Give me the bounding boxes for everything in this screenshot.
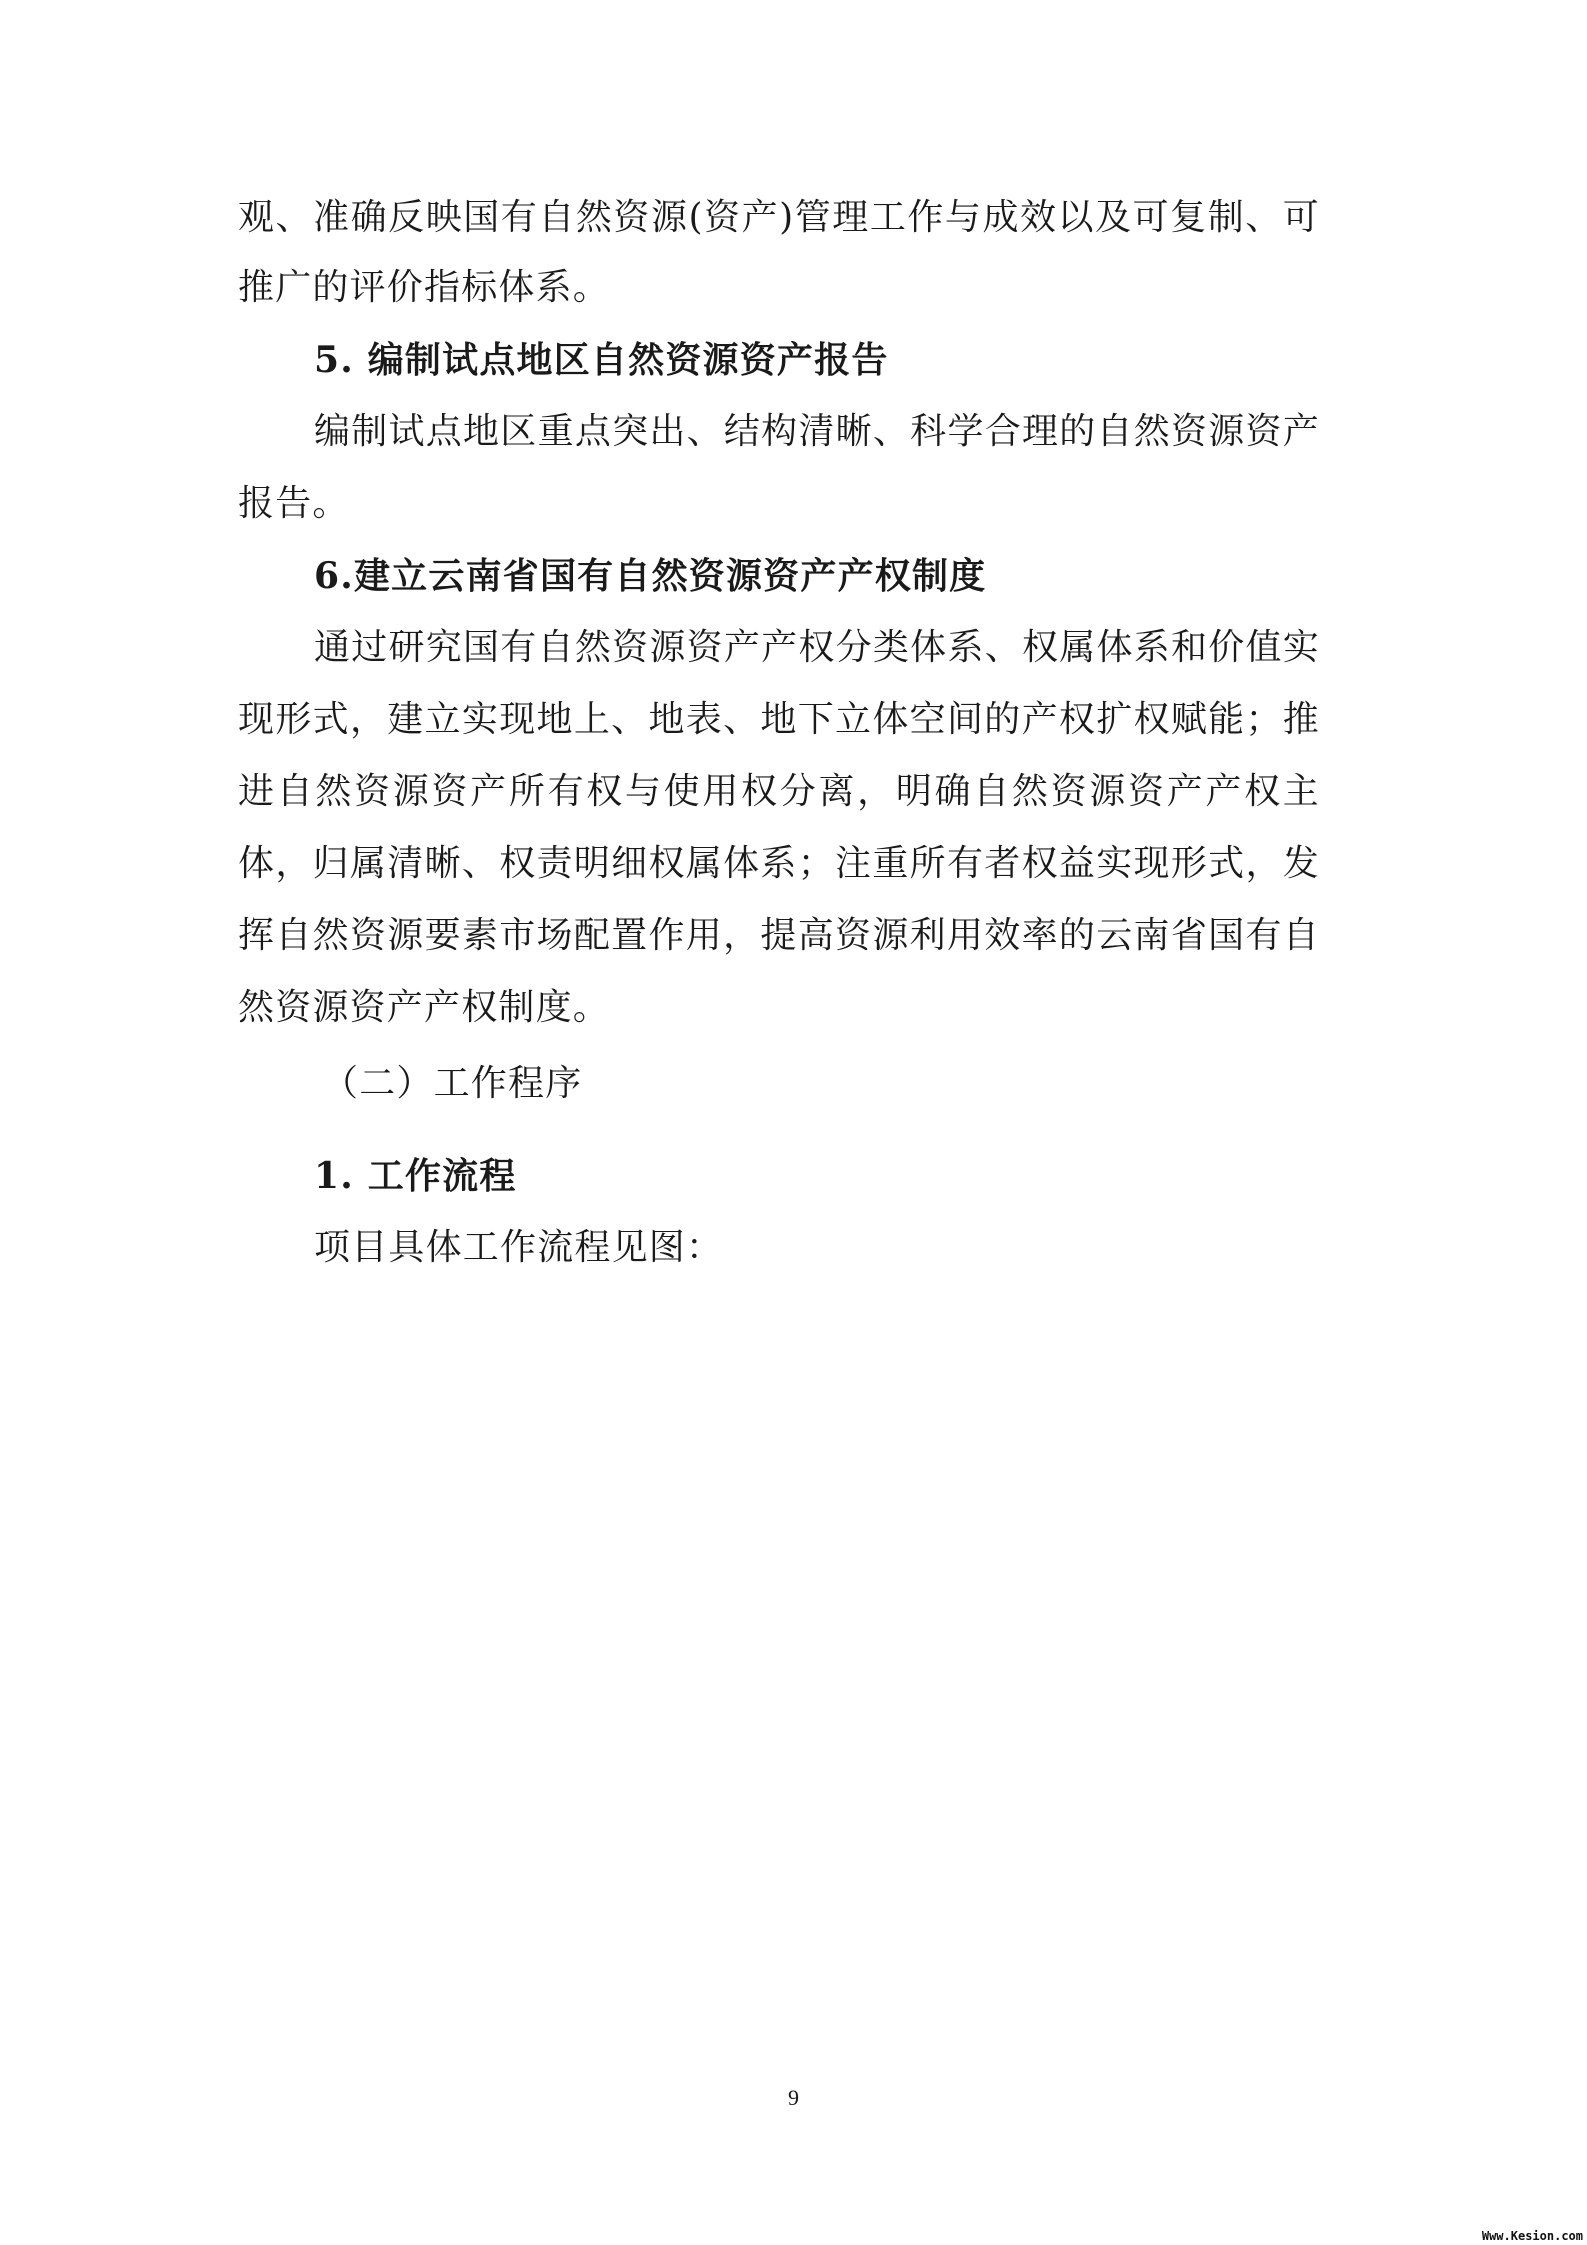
watermark: Www.Kesion.com <box>1481 2229 1583 2243</box>
paragraph-line: 现形式，建立实现地上、地表、地下立体空间的产权扩权赋能；推 <box>238 699 1320 740</box>
section-title: （二）工作程序 <box>322 1063 583 1104</box>
paragraph-line: 然资源资产产权制度。 <box>238 987 611 1028</box>
paragraph-line: 项目具体工作流程见图： <box>314 1227 724 1268</box>
paragraph-line: 推广的评价指标体系。 <box>238 267 611 308</box>
paragraph-line: 进自然资源资产所有权与使用权分离，明确自然资源资产产权主 <box>238 771 1320 812</box>
section-heading-5: 5. 编制试点地区自然资源资产报告 <box>314 339 889 381</box>
paragraph-line: 挥自然资源要素市场配置作用，提高资源利用效率的云南省国有自 <box>238 915 1320 956</box>
paragraph-line: 体，归属清晰、权责明细权属体系；注重所有者权益实现形式，发 <box>238 843 1320 884</box>
subsection-heading: 1. 工作流程 <box>314 1155 517 1197</box>
paragraph-line: 通过研究国有自然资源资产产权分类体系、权属体系和价值实 <box>314 627 1320 668</box>
paragraph-line: 编制试点地区重点突出、结构清晰、科学合理的自然资源资产 <box>314 411 1320 452</box>
paragraph-line: 报告。 <box>238 483 350 524</box>
page-number: 9 <box>788 2085 799 2110</box>
section-heading-6: 6.建立云南省国有自然资源资产产权制度 <box>314 555 987 597</box>
paragraph-line: 观、准确反映国有自然资源(资产)管理工作与成效以及可复制、可 <box>238 197 1320 238</box>
